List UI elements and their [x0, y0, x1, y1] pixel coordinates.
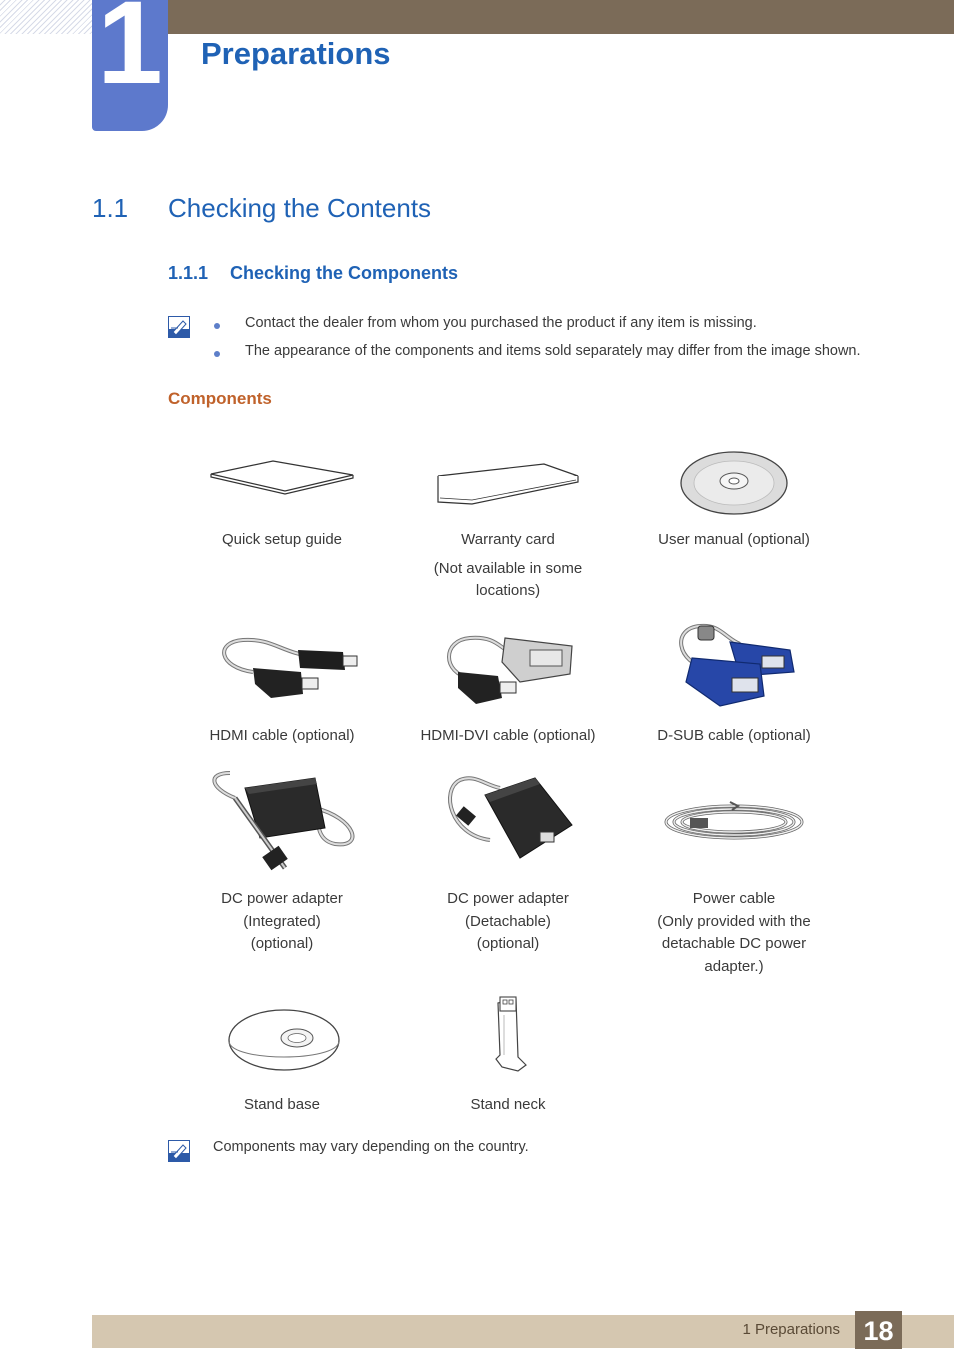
item-caption-hdmi-dvi-cable: HDMI-DVI cable (optional) [420, 727, 596, 744]
warranty-card-icon [432, 458, 582, 510]
chapter-number: 1 [97, 0, 163, 109]
item-caption-dsub-cable: D-SUB cable (optional) [657, 727, 811, 744]
item-caption-user-manual: User manual (optional) [658, 531, 810, 548]
header-hatch-pattern [0, 0, 92, 34]
dc-adapter-detachable-icon [440, 770, 580, 865]
dsub-cable-icon [670, 620, 800, 712]
footer-chapter-label: 1 Preparations [742, 1321, 840, 1338]
user-manual-cd-icon [678, 449, 790, 519]
item-caption-dc-adapter-detachable: DC power adapter (Detachable) (optional) [447, 890, 569, 952]
item-caption-stand-base: Stand base [244, 1096, 320, 1113]
bullet-icon [214, 351, 220, 357]
note-item: Contact the dealer from whom you purchased the product if any item is missing. [245, 315, 757, 331]
note-item: The appearance of the components and items sold separately may differ from the image shown. [245, 343, 861, 359]
item-caption-stand-neck: Stand neck [470, 1096, 546, 1113]
chapter-title: Preparations [201, 36, 391, 71]
chapter-number-tab [92, 0, 168, 131]
subsection-title: Checking the Components [230, 263, 459, 283]
item-caption-hdmi-cable: HDMI cable (optional) [209, 727, 355, 744]
components-heading: Components [168, 389, 272, 408]
stand-neck-icon [488, 995, 530, 1075]
subsection-number: 1.1.1 [168, 263, 209, 283]
quick-setup-guide-icon [205, 455, 360, 515]
dc-adapter-integrated-icon [205, 768, 360, 878]
bullet-icon [214, 323, 220, 329]
note-icon [168, 316, 190, 338]
item-caption-warranty-card: Warranty card (Not available in some locations) [433, 531, 583, 599]
item-caption-power-cable: Power cable (Only provided with the detachable DC power adapter.) [657, 890, 811, 975]
hdmi-cable-icon [213, 632, 363, 712]
power-cable-icon [660, 798, 808, 846]
section-number: 1.1 [92, 193, 129, 223]
bottom-note: Components may vary depending on the country. [213, 1139, 529, 1155]
hdmi-dvi-cable-icon [440, 628, 580, 710]
header-bar [168, 0, 954, 34]
page-number: 18 [855, 1311, 902, 1349]
note-icon [168, 1140, 190, 1162]
stand-base-icon [225, 1004, 343, 1074]
section-title: Checking the Contents [168, 193, 432, 223]
item-caption-dc-adapter-integrated: DC power adapter (Integrated) (optional) [221, 890, 343, 952]
item-caption-quick-setup-guide: Quick setup guide [221, 531, 343, 548]
